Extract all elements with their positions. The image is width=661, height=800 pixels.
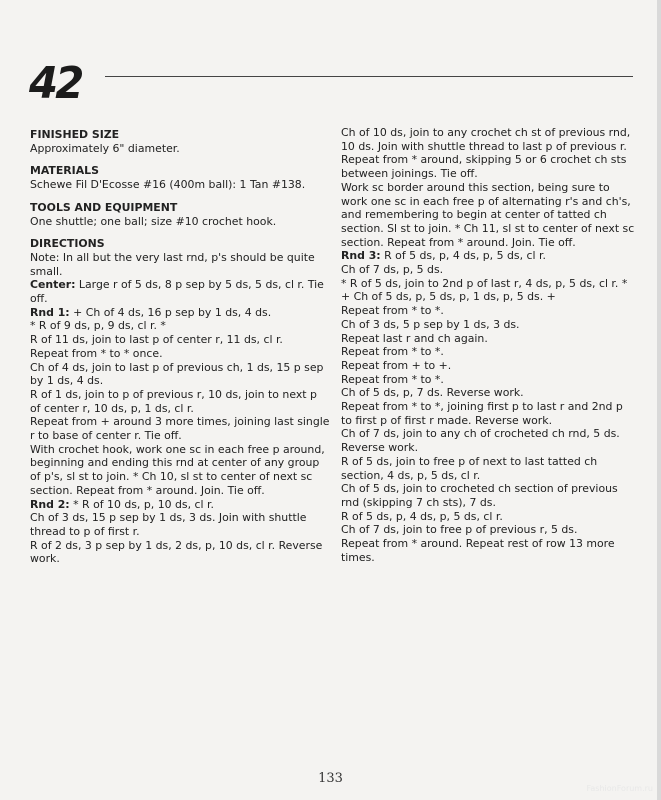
round-label: Center: (30, 278, 76, 292)
instruction-line: Repeat from * to *. (341, 372, 444, 386)
round-label: Rnd 2: (30, 497, 70, 511)
instruction-line: Note: In all but the very last rnd, p's should be quite small. (30, 250, 315, 278)
instruction-text: + Ch of 4 ds, 16 p sep by 1 ds, 4 ds. (69, 305, 272, 319)
page-edge (657, 0, 661, 800)
instruction-line: Ch of 7 ds, p, 5 ds. (341, 263, 444, 277)
instruction-line: Repeat from * around, skipping 5 or 6 crochet ch sts between joinings. Tie off. (341, 153, 627, 181)
section-heading: DIRECTIONS (30, 237, 105, 251)
instruction-line (30, 278, 330, 305)
right-column (341, 126, 637, 565)
instruction-line: * R of 9 ds, p, 9 ds, cl r. * (30, 319, 166, 333)
round-label: Rnd 3: (341, 249, 381, 263)
instruction-line: Ch of 10 ds, join to any crochet ch st of previous rnd, 10 ds. Join with shuttle thread to last p of previous r. (341, 126, 631, 153)
section-heading: FINISHED SIZE (30, 128, 120, 141)
instruction-line: R of 1 ds, join to p of previous r, 10 ds, join to next p of center r, 10 ds, p, 1 ds, cl r. (30, 387, 317, 415)
watermark: FashionForum.ru (586, 784, 653, 793)
instruction-line (30, 498, 330, 512)
section-heading: MATERIALS (30, 164, 99, 178)
header-rule (105, 76, 633, 77)
section-heading: TOOLS AND EQUIPMENT (30, 200, 178, 214)
instruction-line: Work sc border around this section, being sure to work one sc in each free p of alternating r's and ch's, and remembering to begin at center of tatted ch section. Sl st to join. * Ch 11, sl st to center of next sc section. Repeat from * around. Join. Tie off. (341, 180, 635, 249)
instruction-line: Repeat from * around. Repeat rest of row 13 more times. (341, 537, 615, 564)
instruction-text: Large r of 5 ds, 8 p sep by 5 ds, 5 ds, cl r. Tie off. (30, 278, 324, 306)
instruction-line: Ch of 7 ds, join to any ch of crocheted ch rnd, 5 ds. Reverse work. (341, 427, 620, 455)
instruction-line (30, 306, 330, 320)
instruction-line: Ch of 5 ds, join to crocheted ch section of previous rnd (skipping 7 ch sts), 7 ds. (341, 482, 618, 509)
left-column (30, 128, 330, 566)
instruction-line: Repeat last r and ch again. (341, 331, 488, 345)
instruction-line: Approximately 6" diameter. (30, 141, 180, 155)
instruction-line: Repeat from * to * once. (30, 346, 163, 360)
instruction-line: Ch of 3 ds, 15 p sep by 1 ds, 3 ds. Join with shuttle thread to p of first r. (30, 511, 307, 538)
instruction-line: Repeat from + around 3 more times, joining last single r to base of center r. Tie off. (30, 415, 330, 443)
instruction-line: Repeat from * to *. (341, 345, 444, 359)
instruction-line: Ch of 5 ds, p, 7 ds. Reverse work. (341, 386, 524, 400)
instruction-line: Repeat from + to +. (341, 358, 452, 372)
instruction-line: Schewe Fil D'Ecosse #16 (400m ball): 1 Tan #138. (30, 178, 306, 192)
instruction-line: Ch of 4 ds, join to last p of previous ch, 1 ds, 15 p sep by 1 ds, 4 ds. (30, 360, 324, 388)
instruction-line: R of 5 ds, join to free p of next to last tatted ch section, 4 ds, p, 5 ds, cl r. (341, 454, 598, 482)
instruction-line: Ch of 7 ds, join to free p of previous r, 5 ds. (341, 523, 578, 537)
page-number: 133 (318, 771, 343, 786)
instruction-line: One shuttle; one ball; size #10 crochet hook. (30, 214, 277, 228)
instruction-text: * R of 10 ds, p, 10 ds, cl r. (69, 497, 214, 511)
instruction-line: R of 5 ds, p, 4 ds, p, 5 ds, cl r. (341, 509, 503, 523)
instruction-line: + Ch of 5 ds, p, 5 ds, p, 1 ds, p, 5 ds. + (341, 290, 556, 304)
instruction-line (341, 249, 637, 263)
round-label: Rnd 1: (30, 305, 70, 319)
instruction-line: * R of 5 ds, join to 2nd p of last r, 4 ds, p, 5 ds, cl r. * (341, 276, 628, 290)
instruction-text: R of 5 ds, p, 4 ds, p, 5 ds, cl r. (380, 249, 546, 263)
instruction-line: Repeat from * to *. (341, 304, 444, 318)
instruction-line: Ch of 3 ds, 5 p sep by 1 ds, 3 ds. (341, 317, 520, 331)
instruction-line: Repeat from * to *, joining first p to last r and 2nd p to first p of first r made. Reverse work. (341, 400, 623, 427)
instruction-line: With crochet hook, work one sc in each free p around, beginning and ending this rnd at center of any group of p's, sl st to join. * Ch 10, sl st to center of next sc section. Repeat from * around. Join. Tie off. (30, 442, 325, 497)
instruction-line: R of 2 ds, 3 p sep by 1 ds, 2 ds, p, 10 ds, cl r. Reverse work. (30, 538, 323, 566)
instruction-line: R of 11 ds, join to last p of center r, 11 ds, cl r. (30, 333, 283, 347)
pattern-number: 42 (29, 58, 82, 109)
